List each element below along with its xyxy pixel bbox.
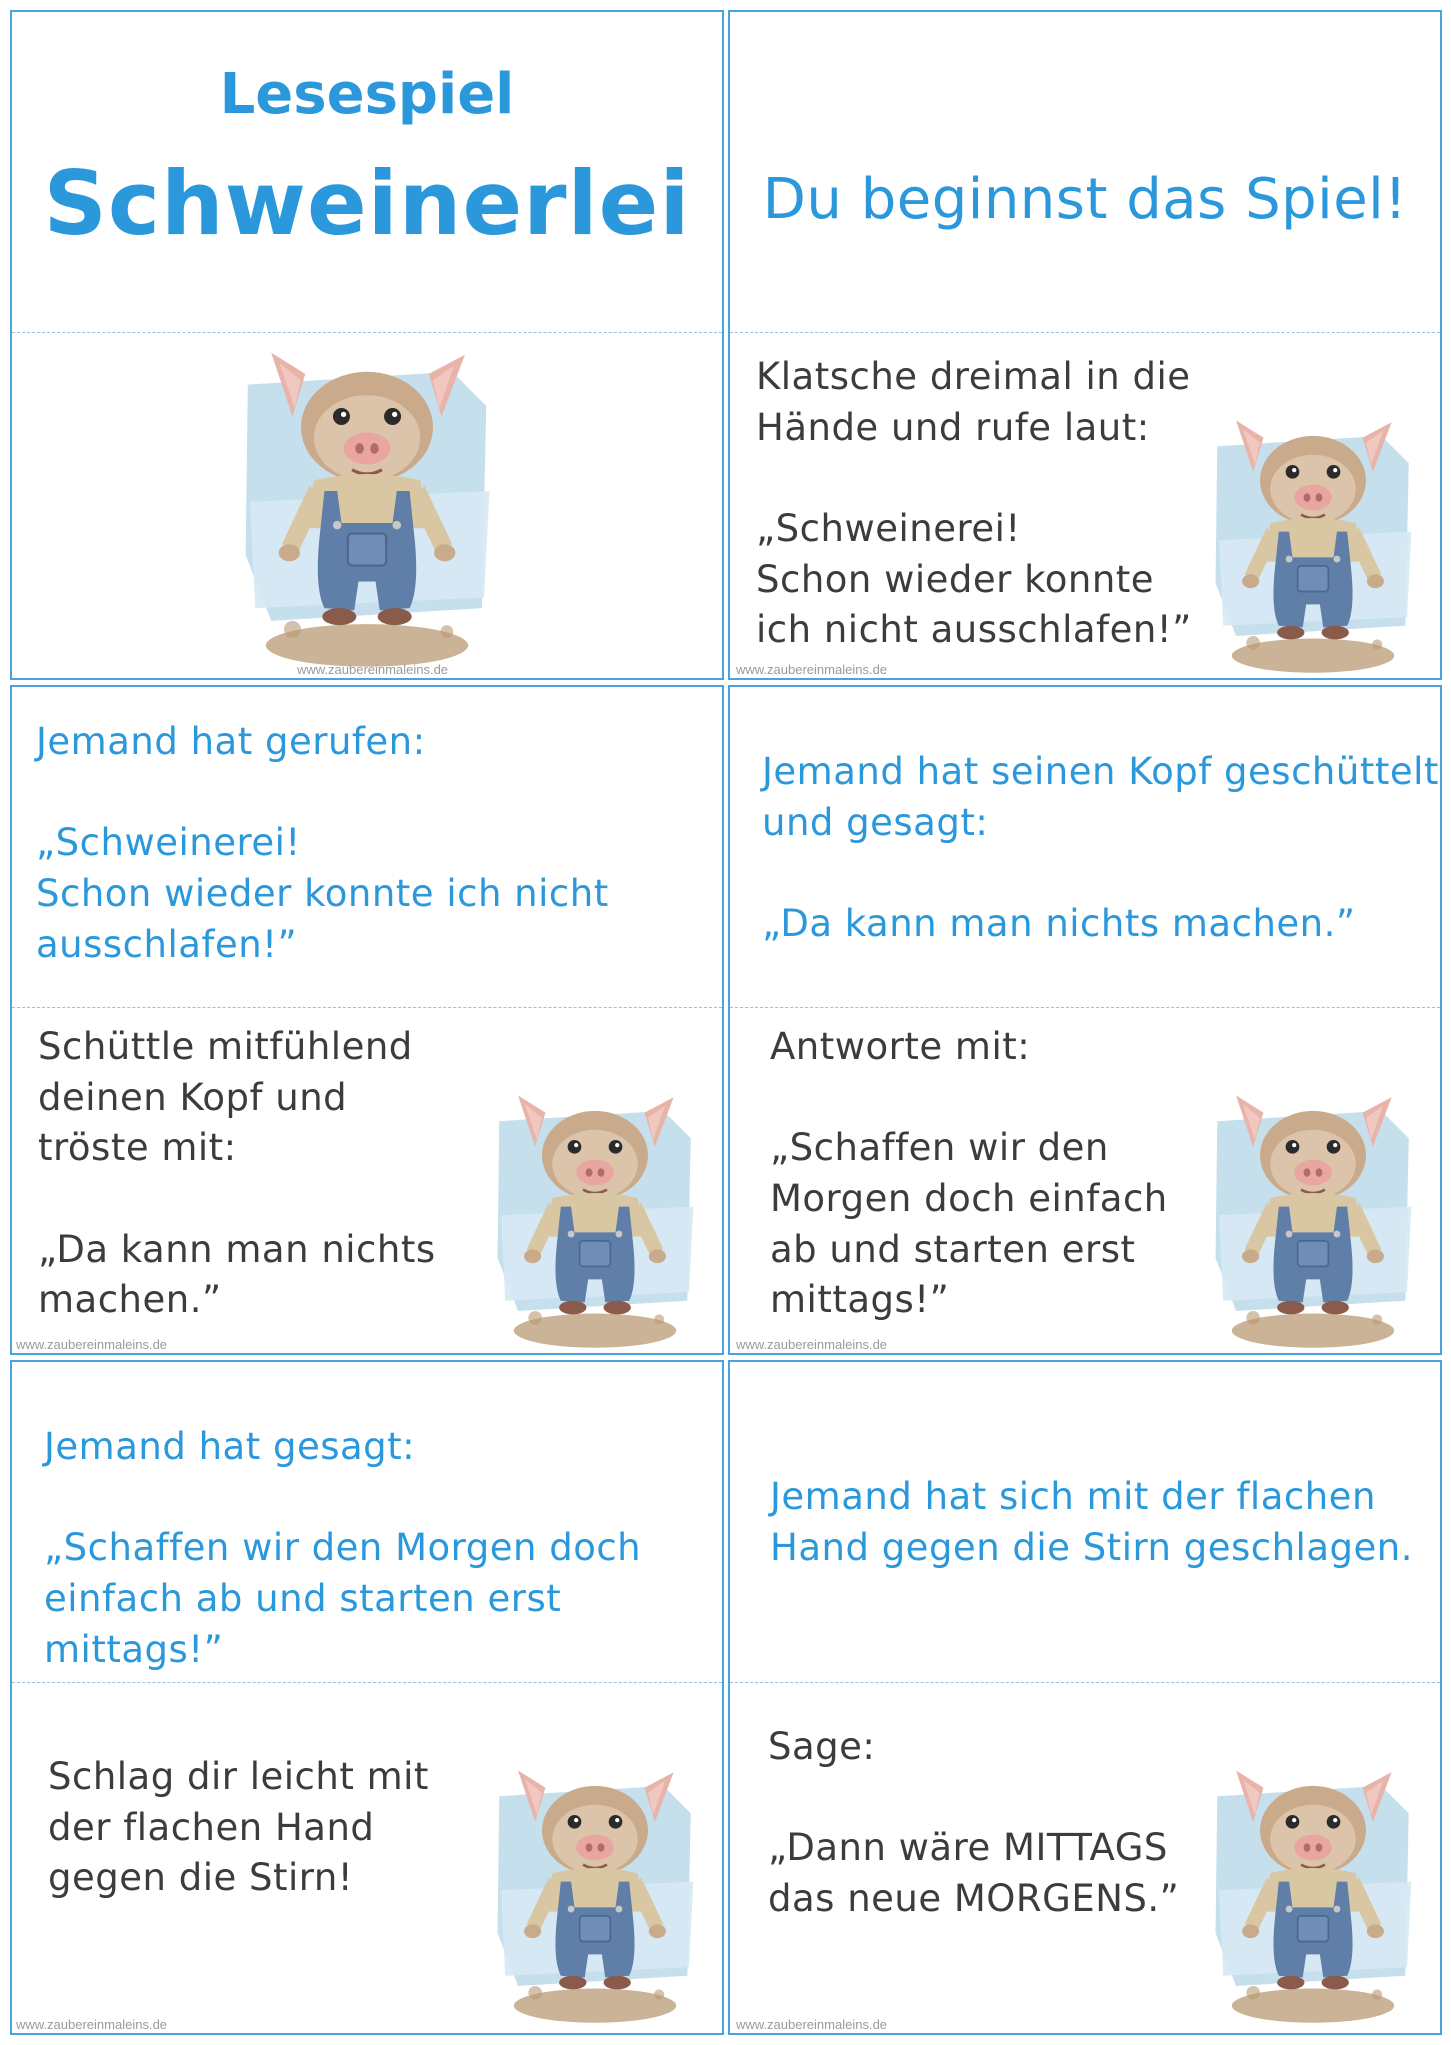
card-top-text: Jemand hat gesagt: „Schaffen wir den Morgen doch einfach ab und starten erst mittags!”	[44, 1425, 642, 1671]
pig-illustration-icon	[232, 342, 502, 672]
card-bottom-text: Schüttle mitfühlend deinen Kopf und tröste mit: „Da kann man nichts machen.”	[38, 1025, 436, 1322]
card-5	[10, 1360, 724, 2035]
card-bottom-text: Antworte mit: „Schaffen wir den Morgen doch einfach ab und starten erst mittags!”	[770, 1025, 1168, 1322]
watermark: www.zaubereinmaleins.de	[736, 1337, 888, 1352]
fold-line	[12, 332, 722, 333]
pig-illustration-icon	[1198, 1087, 1428, 1352]
card-bottom-text: Klatsche dreimal in die Hände und rufe laut: „Schweinerei! Schon wieder konnte ich nicht ausschlafen!”	[756, 355, 1192, 652]
watermark: www.zaubereinmaleins.de	[16, 2017, 168, 2032]
card-4	[728, 685, 1442, 1355]
watermark: www.zaubereinmaleins.de	[16, 1337, 168, 1352]
card-bottom-text: Schlag dir leicht mit der flachen Hand gegen die Stirn!	[48, 1755, 429, 1900]
card-start	[728, 10, 1442, 680]
card-top-text: Jemand hat sich mit der flachen Hand gegen die Stirn geschlagen.	[770, 1475, 1413, 1569]
pig-illustration-icon	[1198, 1762, 1428, 2027]
card-6	[728, 1360, 1442, 2035]
fold-line	[730, 332, 1440, 333]
card-3	[10, 685, 724, 1355]
watermark: www.zaubereinmaleins.de	[736, 662, 888, 677]
card-title	[10, 10, 724, 680]
game-title: Schweinerlei	[43, 152, 691, 255]
card-top-text: Jemand hat seinen Kopf geschüttelt und gesagt: „Da kann man nichts machen.”	[762, 750, 1439, 946]
pig-illustration-icon	[480, 1087, 710, 1352]
watermark: www.zaubereinmaleins.de	[297, 662, 449, 677]
pig-illustration-icon	[1198, 412, 1428, 677]
card-top-text: Jemand hat gerufen: „Schweinerei! Schon wieder konnte ich nicht ausschlafen!”	[36, 720, 609, 966]
card-top-text: Du beginnst das Spiel!	[762, 167, 1408, 232]
fold-line	[12, 1007, 722, 1008]
fold-line	[12, 1682, 722, 1683]
card-bottom-text: Sage: „Dann wäre MITTAGS das neue MORGENS.”	[768, 1725, 1180, 1921]
game-subtitle: Lesespiel	[219, 62, 515, 127]
watermark: www.zaubereinmaleins.de	[736, 2017, 888, 2032]
pig-illustration-icon	[480, 1762, 710, 2027]
fold-line	[730, 1682, 1440, 1683]
fold-line	[730, 1007, 1440, 1008]
